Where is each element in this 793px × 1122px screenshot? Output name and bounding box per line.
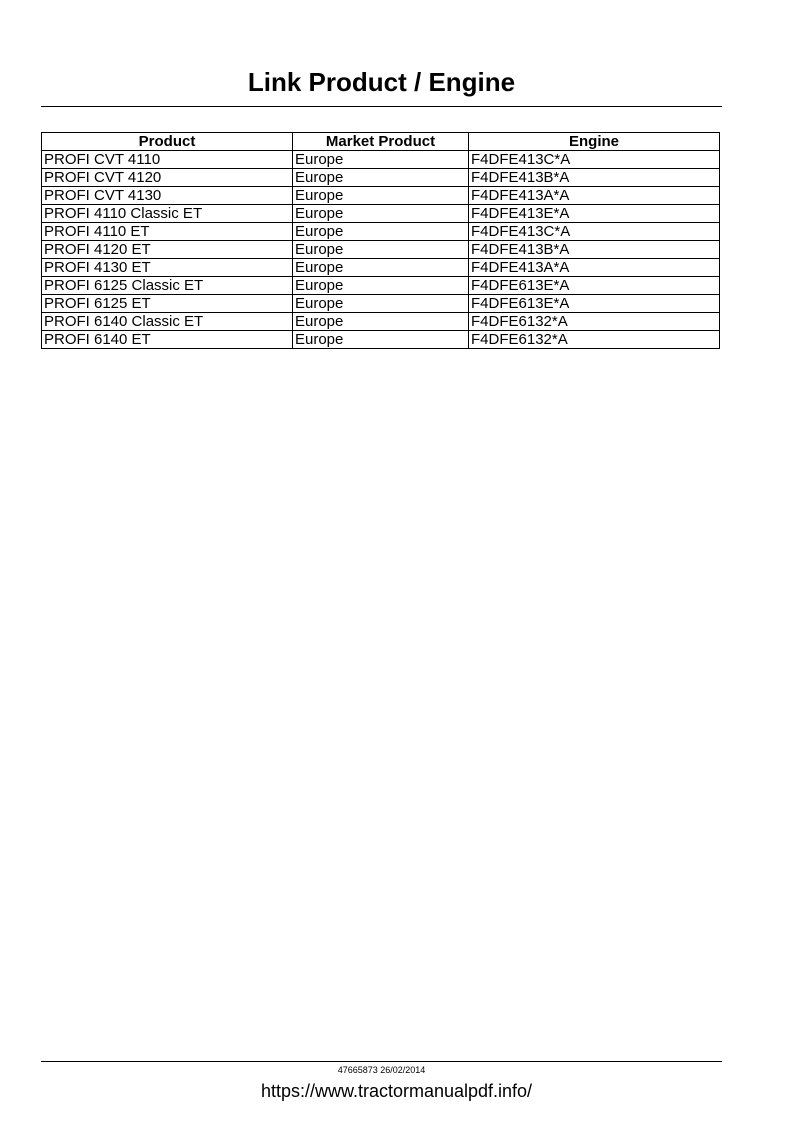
cell-engine: F4DFE413B*A (469, 169, 720, 187)
header-product: Product (42, 133, 293, 151)
table-row (42, 205, 720, 223)
product-engine-table (41, 132, 720, 349)
cell-market: Europe (293, 331, 469, 349)
page-title: Link Product / Engine (247, 67, 516, 97)
footer-divider (41, 1061, 722, 1062)
cell-market: Europe (293, 151, 469, 169)
table-row (42, 151, 720, 169)
cell-market: Europe (293, 313, 469, 331)
cell-product: PROFI 4130 ET (42, 259, 293, 277)
cell-engine: F4DFE613E*A (469, 295, 720, 313)
cell-engine: F4DFE413E*A (469, 205, 720, 223)
cell-engine: F4DFE613E*A (469, 277, 720, 295)
table-row (42, 313, 720, 331)
cell-product: PROFI CVT 4120 (42, 169, 293, 187)
cell-market: Europe (293, 187, 469, 205)
source-url: https://www.tractormanualpdf.info/ (260, 1081, 533, 1101)
cell-product: PROFI 6125 Classic ET (42, 277, 293, 295)
table-row (42, 331, 720, 349)
cell-market: Europe (293, 259, 469, 277)
cell-market: Europe (293, 205, 469, 223)
table-row (42, 187, 720, 205)
cell-engine: F4DFE6132*A (469, 313, 720, 331)
cell-engine: F4DFE6132*A (469, 331, 720, 349)
document-reference: 47665873 26/02/2014 (337, 1065, 426, 1075)
cell-product: PROFI CVT 4110 (42, 151, 293, 169)
cell-product: PROFI 6140 ET (42, 331, 293, 349)
cell-market: Europe (293, 169, 469, 187)
cell-product: PROFI 4110 ET (42, 223, 293, 241)
table-row (42, 223, 720, 241)
cell-product: PROFI CVT 4130 (42, 187, 293, 205)
cell-engine: F4DFE413B*A (469, 241, 720, 259)
cell-product: PROFI 6140 Classic ET (42, 313, 293, 331)
cell-engine: F4DFE413A*A (469, 187, 720, 205)
cell-market: Europe (293, 277, 469, 295)
table-header-row (42, 133, 720, 151)
cell-engine: F4DFE413A*A (469, 259, 720, 277)
cell-market: Europe (293, 241, 469, 259)
cell-engine: F4DFE413C*A (469, 223, 720, 241)
cell-product: PROFI 4120 ET (42, 241, 293, 259)
title-divider (41, 106, 722, 107)
table-row (42, 241, 720, 259)
header-market-product: Market Product (293, 133, 469, 151)
cell-engine: F4DFE413C*A (469, 151, 720, 169)
table-row (42, 295, 720, 313)
cell-product: PROFI 6125 ET (42, 295, 293, 313)
table-row (42, 277, 720, 295)
table-row (42, 169, 720, 187)
table-row (42, 259, 720, 277)
cell-product: PROFI 4110 Classic ET (42, 205, 293, 223)
header-engine: Engine (469, 133, 720, 151)
cell-market: Europe (293, 295, 469, 313)
cell-market: Europe (293, 223, 469, 241)
